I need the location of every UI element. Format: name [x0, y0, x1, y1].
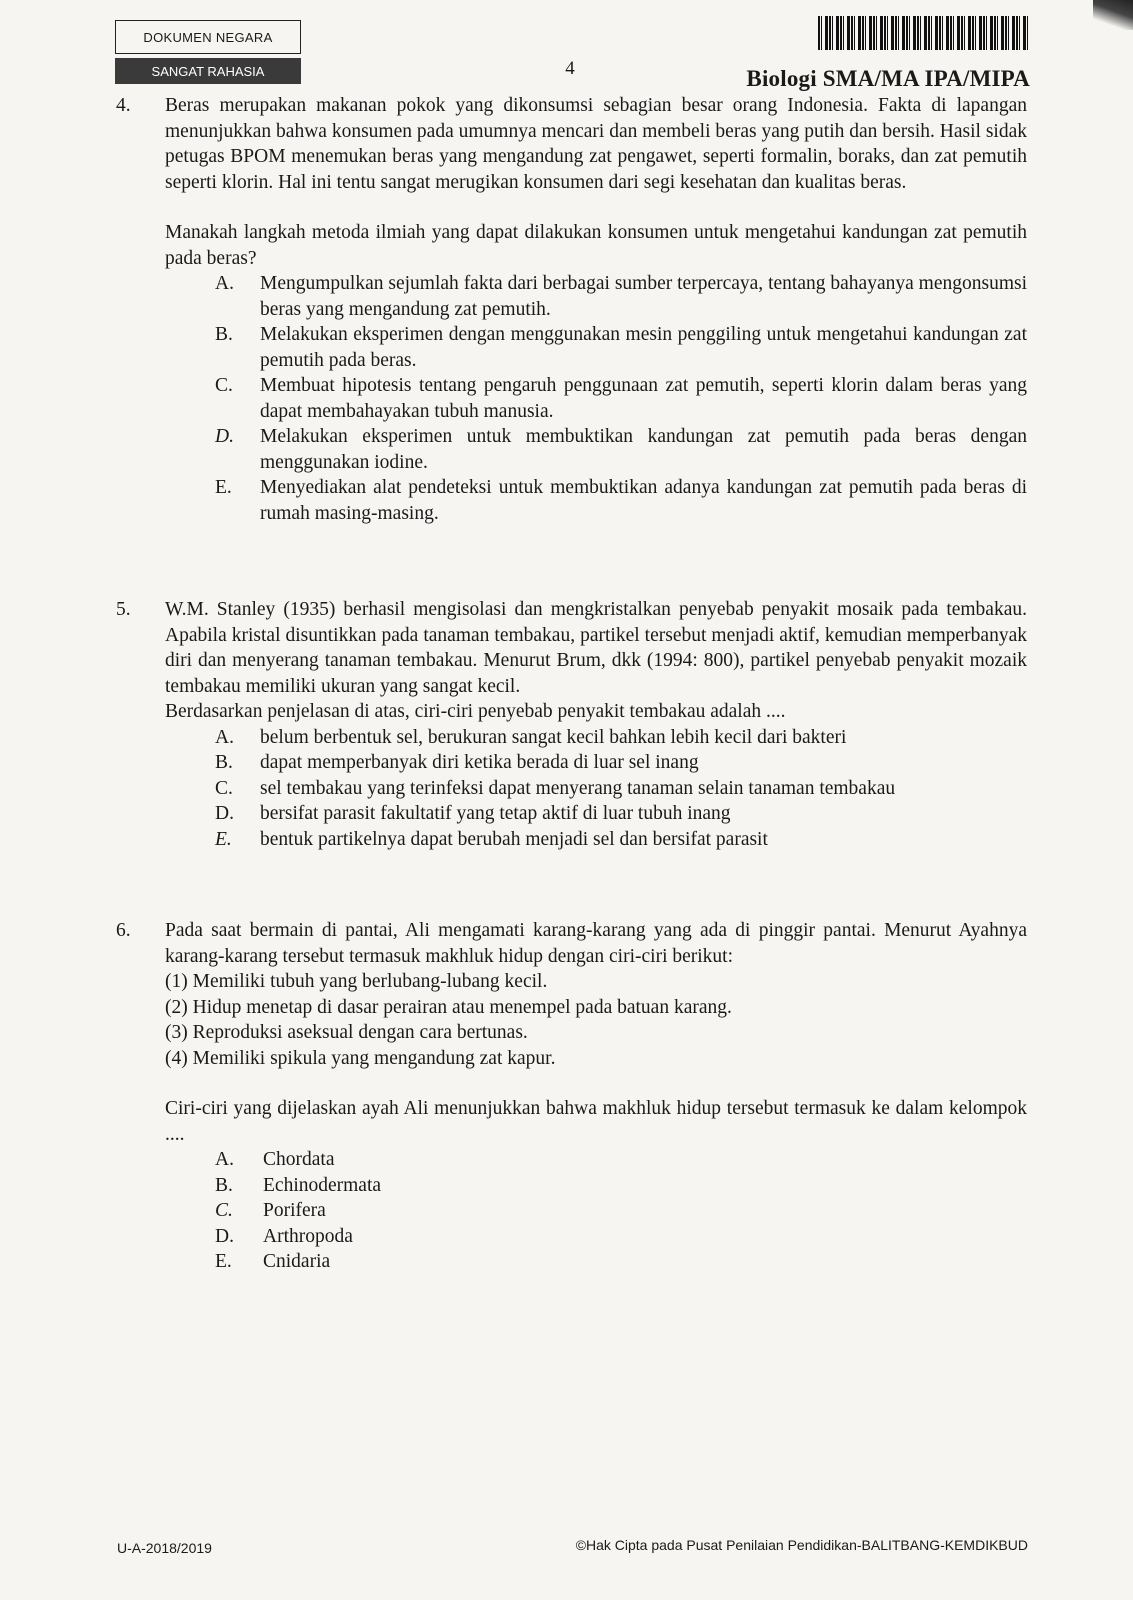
question-body	[165, 918, 1027, 1275]
option-text: Porifera	[263, 1200, 326, 1221]
question-prompt: Ciri-ciri yang dijelaskan ayah Ali menunjukkan bahwa makhluk hidup tersebut termasuk ke dalam kelompok ....	[165, 1098, 1027, 1145]
copyright-notice: ©Hak Cipta pada Pusat Penilaian Pendidikan-BALITBANG-KEMDIKBUD	[575, 1537, 1028, 1553]
option-letter: A.	[215, 1149, 234, 1170]
question-prompt: Manakah langkah metoda ilmiah yang dapat dilakukan konsumen untuk mengetahui kandungan zat pemutih pada beras?	[165, 222, 1027, 269]
option-text: dapat memperbanyak diri ketika berada di luar sel inang	[260, 752, 699, 773]
option-text: sel tembakau yang terinfeksi dapat menyerang tanaman selain tanaman tembakau	[260, 777, 896, 799]
statement-item: (1) Memiliki tubuh yang berlubang-lubang kecil.	[165, 971, 548, 992]
option-c[interactable]	[215, 1198, 1027, 1224]
question-paragraph: W.M. Stanley (1935) berhasil mengisolasi dan mengkristalkan penyebab penyakit mosaik pada tembakau. Apabila kristal disuntikkan pada tanaman tembakau, partikel tersebut menjadi aktif, kemudian memperbanyak diri dan menyerang tanaman tembakau. Menurut Brum, dkk (1994: 800), partikel penyebab penyakit mozaik tembakau memiliki ukuran yang sangat kecil.	[165, 599, 1027, 697]
barcode-icon	[818, 16, 1028, 50]
option-a[interactable]	[215, 271, 1027, 322]
option-c[interactable]	[215, 373, 1027, 424]
option-letter: D.	[215, 803, 234, 824]
answer-options	[215, 271, 1027, 526]
option-text: Echinodermata	[263, 1174, 382, 1196]
statement-list	[165, 969, 1027, 1071]
option-d[interactable]	[215, 424, 1027, 475]
option-text: bersifat parasit fakultatif yang tetap aktif di luar tubuh inang	[260, 803, 731, 824]
option-letter: B.	[215, 324, 233, 345]
option-text: Mengumpulkan sejumlah fakta dari berbagai sumber terpercaya, tentang bahayanya mengonsumsi beras yang mengandung zat pemutih.	[260, 273, 1027, 320]
question-prompt: Berdasarkan penjelasan di atas, ciri-ciri penyebab penyakit tembakau adalah ....	[165, 701, 786, 722]
option-a[interactable]	[215, 725, 1027, 751]
option-letter: D.	[215, 426, 234, 447]
statement-item: (3) Reproduksi aseksual dengan cara bertunas.	[165, 1022, 528, 1043]
option-letter: E.	[215, 828, 232, 850]
answer-options	[215, 725, 1027, 853]
option-text: bentuk partikelnya dapat berubah menjadi sel dan bersifat parasit	[260, 828, 768, 850]
question-paragraph: Pada saat bermain di pantai, Ali mengamati karang-karang yang ada di pinggir pantai. Menurut Ayahnya karang-karang tersebut termasuk makhluk hidup dengan ciri-ciri berikut:	[165, 920, 1027, 967]
option-letter: E.	[215, 1251, 232, 1272]
option-text: Arthropoda	[263, 1225, 353, 1247]
option-text: Membuat hipotesis tentang pengaruh penggunaan zat pemutih, seperti klorin dalam beras yang dapat membahayakan tubuh manusia.	[260, 375, 1027, 422]
option-b[interactable]	[215, 750, 1027, 776]
option-letter: C.	[215, 1200, 233, 1221]
question-number: 5.	[116, 599, 131, 620]
option-c[interactable]	[215, 776, 1027, 802]
option-letter: C.	[215, 375, 233, 396]
option-e[interactable]	[215, 475, 1027, 526]
subject-title: Biologi SMA/MA IPA/MIPA	[746, 66, 1030, 91]
answer-options	[215, 1147, 1027, 1275]
question-body	[165, 597, 1027, 852]
question-body	[165, 93, 1027, 526]
question-number: 4.	[116, 95, 131, 116]
option-text: Cnidaria	[263, 1251, 331, 1272]
option-text: Melakukan eksperimen untuk membuktikan kandungan zat pemutih pada beras dengan menggunakan iodine.	[260, 426, 1027, 473]
question-number: 6.	[116, 920, 131, 941]
option-e[interactable]	[215, 827, 1027, 853]
option-b[interactable]	[215, 1173, 1027, 1199]
option-d[interactable]	[215, 1224, 1027, 1250]
option-letter: D.	[215, 1225, 234, 1247]
option-letter: E.	[215, 477, 232, 498]
option-text: Menyediakan alat pendeteksi untuk membuktikan adanya kandungan zat pemutih pada beras di rumah masing-masing.	[260, 477, 1027, 524]
option-a[interactable]	[215, 1147, 1027, 1173]
document-code: U-A-2018/2019	[117, 1540, 212, 1556]
statement-item: (2) Hidup menetap di dasar perairan atau menempel pada batuan karang.	[165, 996, 732, 1018]
option-b[interactable]	[215, 322, 1027, 373]
page-number: 4	[565, 58, 575, 79]
option-letter: C.	[215, 777, 233, 799]
option-e[interactable]	[215, 1249, 1027, 1275]
statement-item: (4) Memiliki spikula yang mengandung zat kapur.	[165, 1047, 556, 1069]
option-d[interactable]	[215, 801, 1027, 827]
option-letter: A.	[215, 273, 234, 294]
document-label-box: DOKUMEN NEGARA	[115, 20, 301, 54]
classification-bar: SANGAT RAHASIA	[115, 58, 301, 84]
option-text: Chordata	[263, 1149, 335, 1170]
question-paragraph: Beras merupakan makanan pokok yang dikonsumsi sebagian besar orang Indonesia. Fakta di lapangan menunjukkan bahwa konsumen pada umumnya mencari dan membeli beras yang putih dan bersih. Hasil sidak petugas BPOM menemukan beras yang mengandung zat pengawet, seperti formalin, boraks, dan zat pemutih seperti klorin. Hal ini tentu sangat merugikan konsumen dari segi kesehatan dan kualitas beras.	[165, 95, 1027, 193]
page-edge-shadow	[1093, 0, 1133, 30]
option-text: Melakukan eksperimen dengan menggunakan mesin penggiling untuk mengetahui kandungan zat pemutih pada beras.	[260, 324, 1027, 371]
option-letter: B.	[215, 752, 233, 773]
option-text: belum berbentuk sel, berukuran sangat kecil bahkan lebih kecil dari bakteri	[260, 726, 847, 748]
option-letter: B.	[215, 1174, 233, 1196]
option-letter: A.	[215, 726, 234, 748]
